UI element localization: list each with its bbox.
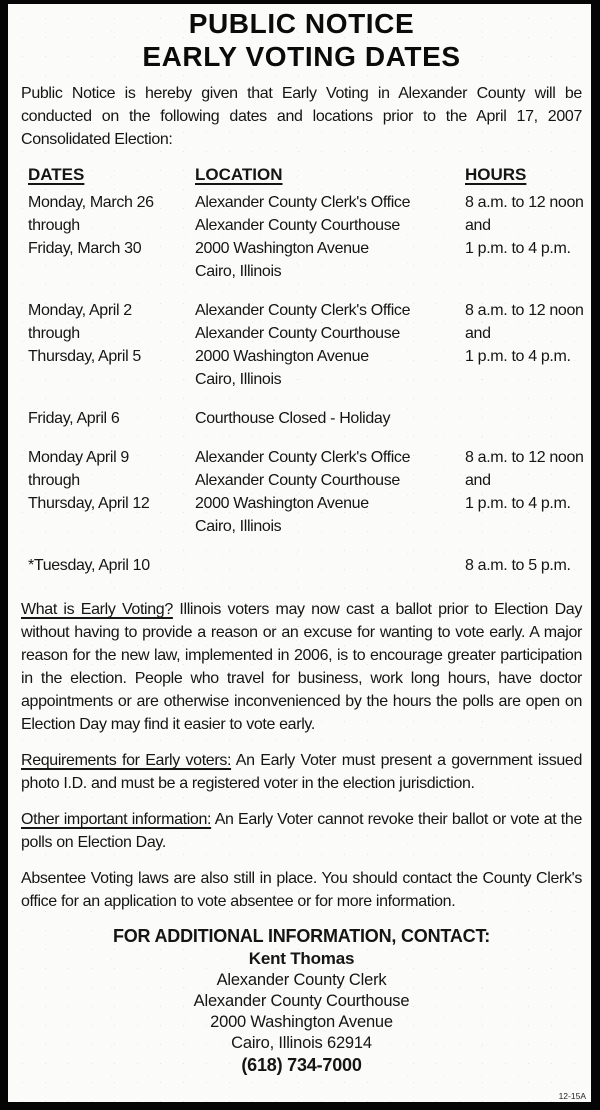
location-cell-line: Alexander County Courthouse [195, 472, 400, 489]
hours-cell [465, 191, 584, 283]
schedule-table-body [19, 191, 584, 577]
hours-cell-line: 8 a.m. to 12 noon [465, 449, 584, 466]
schedule-table [19, 163, 584, 577]
schedule-header-row [19, 163, 584, 187]
ad-code: 12-15A [558, 1091, 586, 1101]
schedule-row [19, 191, 584, 283]
dates-cell-line: through [28, 472, 80, 489]
info-paragraph [21, 598, 582, 736]
location-cell-line: Courthouse Closed - Holiday [195, 410, 391, 427]
hours-cell-line: 8 a.m. to 12 noon [465, 194, 584, 211]
paragraph-text: Illinois voters may now cast a ballot prior to Election Day without having to provide a reason or an excuse for wanting to vote early. A major reason for the new law, implemented in 2006, is to encourage greater participation in the election. People who travel for business, work long hours, have doctor appointments or are otherwise inconvenienced by the hours the polls are open on Election Day may find it easier to vote early. [21, 601, 582, 733]
location-cell [195, 299, 465, 391]
schedule-row [19, 446, 584, 538]
dates-cell [28, 191, 195, 283]
location-cell-line: 2000 Washington Avenue [195, 240, 369, 257]
hours-cell [465, 554, 584, 577]
contact-address-line: Cairo, Illinois 62914 [231, 1034, 372, 1052]
dates-cell-line: Friday, April 6 [28, 410, 120, 427]
hours-cell [465, 407, 584, 430]
paragraph-lead: Requirements for Early voters: [21, 752, 232, 769]
contact-heading: FOR ADDITIONAL INFORMATION, CONTACT: [112, 926, 491, 946]
schedule-row [19, 554, 584, 577]
dates-cell-line: through [28, 325, 80, 342]
hours-cell-line: 1 p.m. to 4 p.m. [465, 495, 571, 512]
contact-address-line: 2000 Washington Avenue [210, 1013, 393, 1031]
info-paragraph [21, 808, 582, 854]
hours-cell-line: 1 p.m. to 4 p.m. [465, 240, 571, 257]
column-header-dates: DATES [28, 165, 85, 184]
dates-cell-line: Monday, April 2 [28, 302, 132, 319]
dates-cell [28, 554, 195, 577]
contact-phone: (618) 734-7000 [241, 1055, 362, 1075]
dates-cell-line: Friday, March 30 [28, 240, 142, 257]
notice-body [8, 4, 591, 1102]
location-cell [195, 191, 465, 283]
contact-address [19, 970, 584, 1054]
info-paragraph [21, 867, 582, 913]
hours-cell-line: and [465, 325, 491, 342]
hours-cell-line: and [465, 217, 491, 234]
location-cell [195, 554, 465, 577]
hours-cell-line: 1 p.m. to 4 p.m. [465, 348, 571, 365]
hours-cell [465, 299, 584, 391]
contact-block [19, 924, 584, 1077]
column-header-location: LOCATION [195, 165, 283, 184]
location-cell-line: Cairo, Illinois [195, 371, 282, 388]
location-cell-line: Alexander County Clerk's Office [195, 449, 411, 466]
location-cell [195, 407, 465, 430]
location-cell-line: Alexander County Courthouse [195, 325, 400, 342]
location-cell [195, 446, 465, 538]
contact-address-line: Alexander County Courthouse [193, 992, 410, 1010]
location-cell-line: 2000 Washington Avenue [195, 348, 369, 365]
location-cell-line: Alexander County Clerk's Office [195, 194, 411, 211]
info-paragraph [21, 749, 582, 795]
location-cell-line: 2000 Washington Avenue [195, 495, 369, 512]
paragraph-lead: Other important information: [21, 811, 212, 828]
notice-title-line2: EARLY VOTING DATES [142, 41, 461, 72]
hours-cell-line: 8 a.m. to 5 p.m. [465, 557, 571, 574]
location-cell-line: Cairo, Illinois [195, 263, 282, 280]
paragraph-text: An Early Voter must present a government issued photo I.D. and must be a registered voter in the election jurisdiction. [21, 752, 582, 792]
hours-cell-line: 8 a.m. to 12 noon [465, 302, 584, 319]
info-paragraphs [19, 598, 584, 913]
intro-paragraph: Public Notice is hereby given that Early Voting in Alexander County will be conducted on the following dates and locations prior to the April 17, 2007 Consolidated Election: [21, 85, 582, 148]
dates-cell-line: Monday April 9 [28, 449, 129, 466]
dates-cell [28, 407, 195, 430]
dates-cell-line: Thursday, April 5 [28, 348, 141, 365]
schedule-row [19, 407, 584, 430]
location-cell-line: Alexander County Courthouse [195, 217, 400, 234]
notice-title-line1: PUBLIC NOTICE [188, 8, 415, 39]
dates-cell-line: through [28, 217, 80, 234]
column-header-hours: HOURS [465, 165, 527, 184]
schedule-row [19, 299, 584, 391]
dates-cell-line: *Tuesday, April 10 [28, 557, 150, 574]
hours-cell-line: and [465, 472, 491, 489]
dates-cell [28, 299, 195, 391]
contact-address-line: Alexander County Clerk [216, 971, 387, 989]
paragraph-lead: What is Early Voting? [21, 601, 173, 618]
location-cell-line: Cairo, Illinois [195, 518, 282, 535]
dates-cell-line: Monday, March 26 [28, 194, 154, 211]
location-cell-line: Alexander County Clerk's Office [195, 302, 411, 319]
dates-cell [28, 446, 195, 538]
contact-name: Kent Thomas [248, 949, 355, 968]
paragraph-text: An Early Voter cannot revoke their ballot or vote at the polls on Election Day. [21, 811, 583, 851]
dates-cell-line: Thursday, April 12 [28, 495, 150, 512]
paragraph-text: Absentee Voting laws are also still in place. You should contact the County Clerk's office for an application to vote absentee or for more information. [21, 870, 582, 910]
hours-cell [465, 446, 584, 538]
